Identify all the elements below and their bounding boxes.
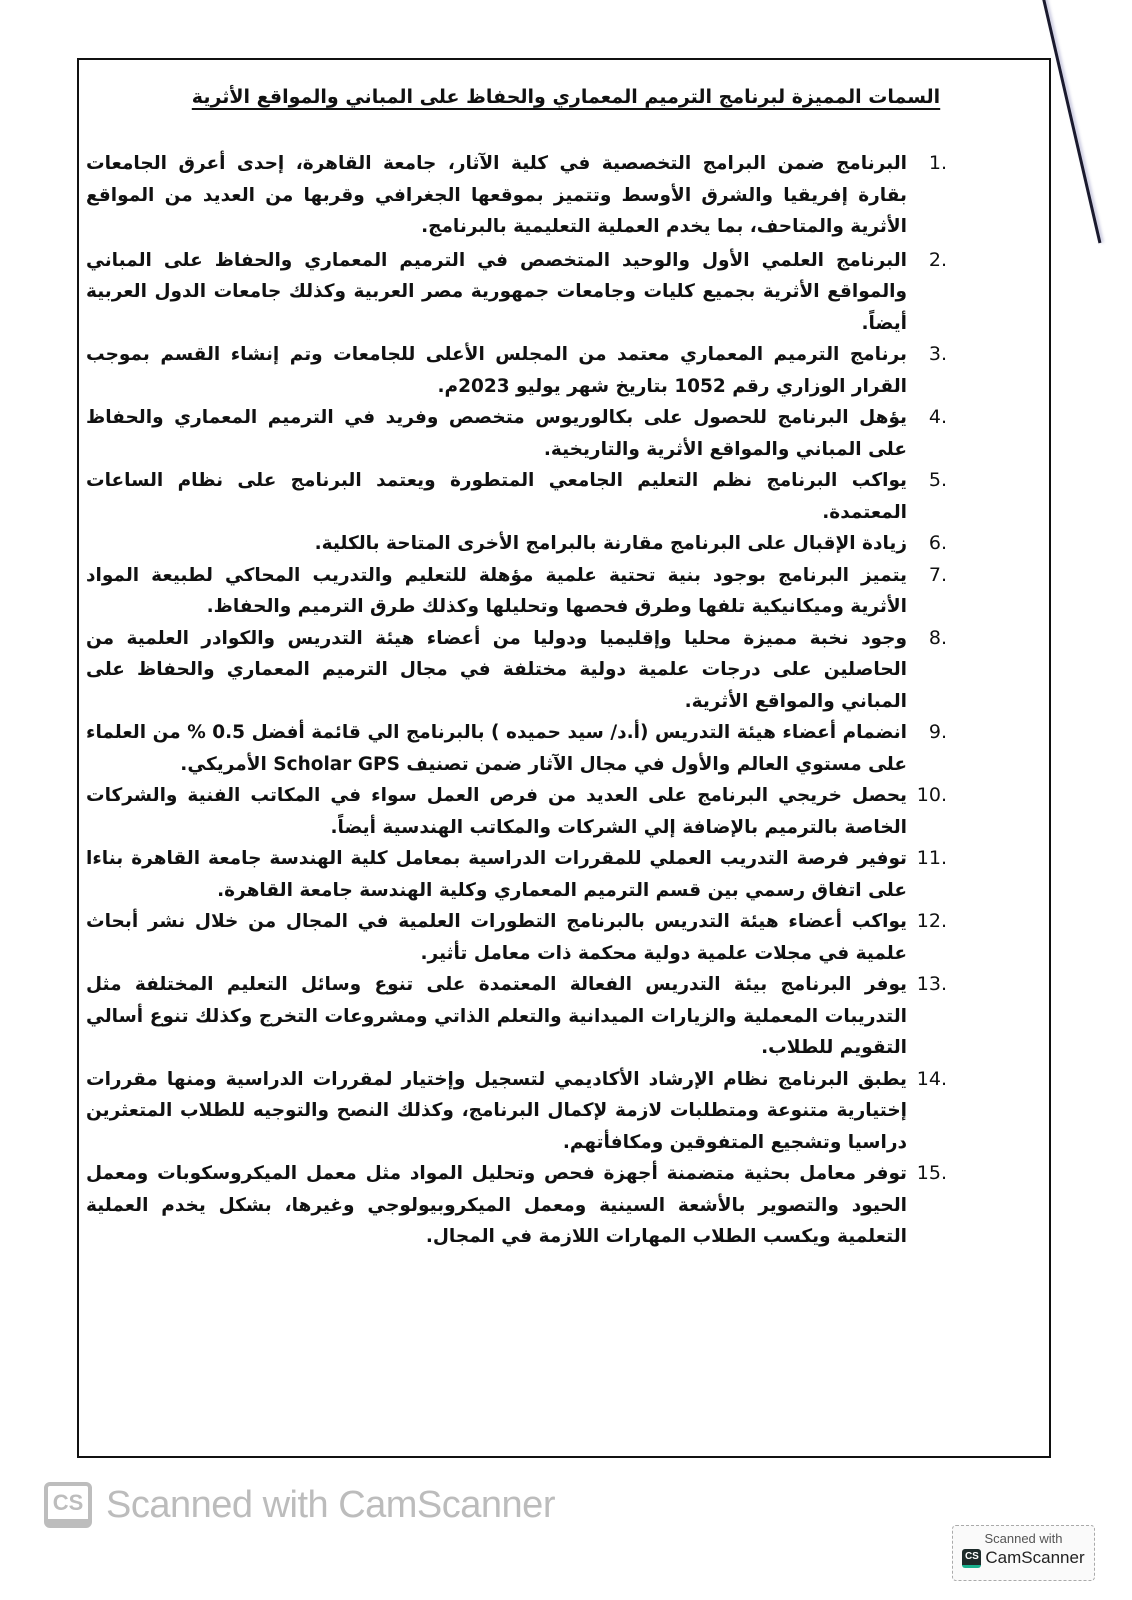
item-text: يواكب البرنامج نظم التعليم الجامعي المتطورة ويعتمد البرنامج على نظام الساعات المعتمدة. xyxy=(86,470,907,523)
camscanner-badge-logo-icon: CS xyxy=(962,1549,981,1568)
list-item xyxy=(86,906,947,969)
item-number: 2. xyxy=(928,248,947,271)
list-item xyxy=(86,245,947,340)
item-number: 3. xyxy=(928,343,947,365)
list-item xyxy=(86,402,947,465)
camscanner-watermark xyxy=(44,1482,555,1528)
list-item xyxy=(86,1158,947,1253)
list-item xyxy=(86,843,947,906)
item-number: 15. xyxy=(916,1162,947,1184)
item-text: يطبق البرنامج نظام الإرشاد الأكاديمي لتسجيل وإختيار لمقررات الدراسية ومنها مقررات إختيارية متنوعة ومتطلبات لازمة لإكمال البرنامج، وكذلك النصح والتوجيه للطلاب المتعثرين دراسيا وتشجيع المتفوقين ومكافأتهم. xyxy=(86,1068,907,1153)
item-number: 5. xyxy=(928,469,947,491)
item-number: 11. xyxy=(916,847,947,869)
item-number: 13. xyxy=(916,973,947,995)
item-number: 10. xyxy=(916,784,947,806)
list-item xyxy=(86,623,947,718)
badge-brand-name: CamScanner xyxy=(985,1548,1085,1567)
item-number: 1. xyxy=(928,152,947,174)
item-text: يتميز البرنامج بوجود بنية تحتية علمية مؤهلة للتعليم والتدريب المحاكي لطبيعة المواد الأثرية وميكانيكية تلفها وطرق فحصها وتحليلها وكذلك طرق الترميم والحفاظ. xyxy=(86,564,907,617)
list-item xyxy=(86,528,947,560)
item-text: انضمام أعضاء هيئة التدريس (أ.د/ سيد حميده ) بالبرنامج الي قائمة أفضل 0.5 % من العلماء على مستوي العالم والأول في مجال الآثار ضمن تصنيف Scholar GPS الأمريكي. xyxy=(86,722,907,775)
item-number: 14. xyxy=(916,1067,947,1090)
badge-brand xyxy=(953,1548,1094,1568)
camscanner-logo-icon: CS xyxy=(44,1482,92,1528)
item-text: البرنامج ضمن البرامج التخصصية في كلية الآثار، جامعة القاهرة، إحدى أعرق الجامعات بقارة إفريقيا والشرق الأوسط وتتميز بموقعها الجغرافي وقربها من العديد من المواقع الأثرية والمتاحف، بما يخدم العملية التعليمية بالبرنامج. xyxy=(86,153,907,237)
camscanner-badge xyxy=(952,1525,1095,1581)
list-item xyxy=(86,780,947,843)
features-list xyxy=(86,148,947,1253)
item-text: يؤهل البرنامج للحصول على بكالوريوس متخصص وفريد في الترميم المعماري والحفاظ على المباني والمواقع الأثرية والتاريخية. xyxy=(86,407,907,460)
item-number: 9. xyxy=(928,721,947,743)
item-text: يوفر البرنامج بيئة التدريس الفعالة المعتمدة على تنوع وسائل التعليم المختلفة مثل التدريبات المعملية والزيارات الميدانية والتعلم الذاتي ومشروعات التخرج وكذلك تنوع أسالي التقويم للطلاب. xyxy=(86,974,907,1058)
list-item xyxy=(86,148,947,243)
item-number: 8. xyxy=(928,626,947,649)
item-number: 4. xyxy=(928,406,947,428)
list-item xyxy=(86,969,947,1064)
item-text: توفر معامل بحثية متضمنة أجهزة فحص وتحليل المواد مثل معمل الميكروسكوبات ومعمل الحيود والتصوير بالأشعة السينية ومعمل الميكروبيولوجي وغيرها، بشكل يخدم العملية التعلمية ويكسب الطلاب المهارات اللازمة في المجال. xyxy=(86,1163,907,1247)
item-text: يواكب أعضاء هيئة التدريس بالبرنامج التطورات العلمية في المجال من خلال نشر أبحاث علمية في مجلات علمية دولية محكمة ذات معامل تأثير. xyxy=(86,911,907,964)
item-text: توفير فرصة التدريب العملي للمقررات الدراسية بمعامل كلية الهندسة جامعة القاهرة بناءا على اتفاق رسمي بين قسم الترميم المعماري وكلية الهندسة جامعة القاهرة. xyxy=(86,848,907,901)
item-number: 6. xyxy=(928,532,947,554)
badge-caption: Scanned with xyxy=(984,1531,1063,1546)
list-item xyxy=(86,560,947,623)
item-text: البرنامج العلمي الأول والوحيد المتخصص في الترميم المعماري والحفاظ على المباني والمواقع الأثرية بجميع كليات وجامعات جمهورية مصر العربية وكذلك جامعات الدول العربية أيضاً. xyxy=(86,249,907,334)
item-text: برنامج الترميم المعماري معتمد من المجلس الأعلى للجامعات وتم إنشاء القسم بموجب القرار الوزاري رقم 1052 بتاريخ شهر يوليو 2023م. xyxy=(86,344,907,397)
list-item xyxy=(86,465,947,528)
item-text: وجود نخبة مميزة محليا وإقليميا ودوليا من أعضاء هيئة التدريس والكوادر العلمية من الحاصلين على درجات علمية دولية مختلفة في مجال الترميم المعماري والحفاظ على المباني والمواقع الأثرية. xyxy=(86,627,907,712)
item-text: يحصل خريجي البرنامج على العديد من فرص العمل سواء في المكاتب الفنية والشركات الخاصة بالترميم بالإضافة إلي الشركات والمكاتب الهندسية أيضاً. xyxy=(86,785,907,838)
document-title: السمات المميزة لبرنامج الترميم المعماري والحفاظ على المباني والمواقع الأثرية xyxy=(191,86,941,108)
item-number: 7. xyxy=(928,563,947,586)
watermark-text: Scanned with CamScanner xyxy=(106,1483,555,1526)
list-item xyxy=(86,339,947,402)
item-text: زيادة الإقبال على البرنامج مقارنة بالبرامج الأخرى المتاحة بالكلية. xyxy=(314,533,907,554)
item-number: 12. xyxy=(916,910,947,932)
list-item xyxy=(86,717,947,780)
list-item xyxy=(86,1064,947,1159)
